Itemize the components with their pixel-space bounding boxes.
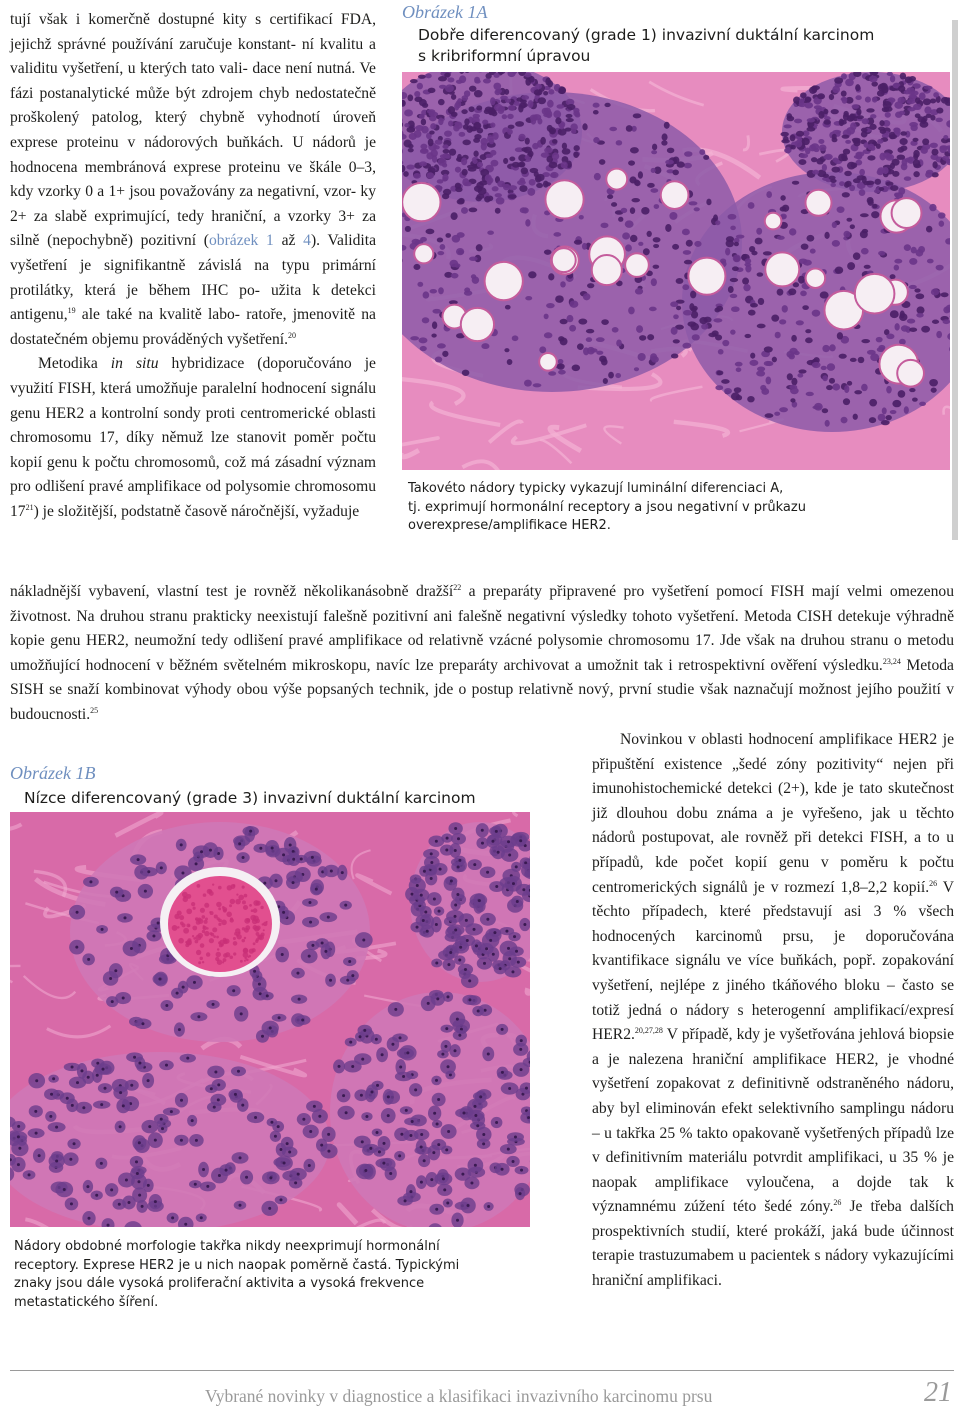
figure-1a-label: Obrázek 1A <box>402 2 487 23</box>
p1-line: typu primární protilátky, která je během IHC po- <box>10 257 376 299</box>
figure-1a-title-line: Dobře diferencovaný (grade 1) invazivní duktální karcinom <box>418 25 948 46</box>
caption-line: overexprese/amplifikace HER2. <box>408 517 948 536</box>
caption-line: receptory. Exprese HER2 je u nich naopak poměrně častá. Typickými <box>14 1257 534 1276</box>
p1-line: až <box>274 232 296 249</box>
p1-line: tují však i komerčně dostupné kity s certifikací <box>10 11 333 28</box>
p1-line: 3+ za silně (nepochybně) pozitivní ( <box>10 208 376 250</box>
p1-line: ratoře, jmenovitě na dostatečném objemu prováděných vyšetření. <box>10 306 376 348</box>
figure-1b-caption <box>14 1238 534 1312</box>
p1-line: v nádorových buňkách. U nádorů je hodnocena <box>10 134 376 176</box>
p1-line: vzorky 0 a 1+ jsou považovány za negativní, vzor- <box>38 183 356 200</box>
p1-line: dace není nutná. Ve fázi postanalytické může být <box>10 60 376 102</box>
micrograph-image <box>402 72 950 470</box>
p4-text: V případě, kdy je vyšetřována jehlová biopsie a je nalezena hraniční amplifikace HER2, je vhodné vyšetření zopakovat z definitivně odstraněného nádoru, aby byl eliminován efekt selektivního samplingu nádoru – u takřka 25 % takto opakovaně vyšetřených případů lze v definitivním materiálu potvrdit amplifikaci, u 35 % je naopak amplifikace vyloučena, a dojde tak k významnému zúžení této šedé zóny. <box>592 1026 954 1215</box>
citation-ref: 20,27,28 <box>635 1026 663 1035</box>
p1-line: ). Validita vyšetření je signifikantně závislá na <box>10 232 376 274</box>
full-width-text <box>10 580 954 728</box>
left-column-text <box>10 8 376 524</box>
caption-line: Nádory obdobné morfologie takřka nikdy neexprimují hormonální <box>14 1238 534 1257</box>
paragraph-4 <box>592 728 954 1294</box>
p2-text: Metodika <box>38 355 111 372</box>
citation-ref: 21 <box>26 503 34 512</box>
citation-ref: 20 <box>288 331 296 340</box>
p3-text: Metoda SISH se snaží kombinovat výhody obou výše popsaných technik, jde o postup relativně nový, první studie však naznačují možnost jejího použití v budoucnosti. <box>10 657 954 723</box>
p3-text: a preparáty připravené pro vyšetření pomocí FISH mají velmi omezenou životnost. Na druhou stranu prakticky neexistují falešně pozitivní ani falešně negativní výsledky tohoto vyšetření. Metoda CISH detekuje výhradně kopie genu HER2, neumožní tedy odlišení pravé amplifikace od relativně vzácné polysomie chromosomu 17. Jde však na druhou stranu o metodu umožňující hodnocení v běžném světelném mikroskopu, navíc lze preparáty archivovat a umožnit tak i retrospektivní ověření výsledku. <box>10 583 954 674</box>
p1-line: zdrojem chyb nedostatečně proškolený patolog, <box>10 85 376 127</box>
citation-ref: 26 <box>929 878 937 887</box>
figure-1a-title <box>418 25 948 67</box>
figure-1b-label: Obrázek 1B <box>10 763 95 784</box>
citation-ref: 23,24 <box>883 657 901 666</box>
citation-ref: 22 <box>453 583 461 592</box>
footer-rule <box>10 1370 954 1371</box>
p1-line: který chybně vyhodnotí úroveň exprese proteinu <box>10 109 376 151</box>
citation-ref: 19 <box>68 306 76 315</box>
figure-1b-title: Nízce diferencovaný (grade 3) invazivní duktální karcinom <box>24 788 529 809</box>
caption-line: tj. exprimují hormonální receptory a jsou negativní v průkazu <box>408 499 948 518</box>
citation-ref: 26 <box>833 1198 841 1207</box>
figure-1a-frame <box>952 20 958 540</box>
p4-text: Novinkou v oblasti hodnocení amplifikace HER2 je připuštění existence „šedé zóny pozitivity“ nejen při imunohistochemické detekci (2+), kde je tato skutečnost již dlouhou dobu známa a je vyřešeno, jak u těchto nádorů postupovat, ale rovněž při detekci FISH, a to u případů, kde počet kopií genu v poměru k počtu centromerických signálů je v rozmezí 1,8–2,2 kopií. <box>592 731 954 896</box>
figure-1a-title-line: s kribriformní úpravou <box>418 46 948 67</box>
p4-text: V těchto případech, které představují asi 3 % všech hodnocených karcinomů prsu, je doporučována kvantifikace signálu ve více buňkách, popř. zopakování vyšetření, nejlépe z jiného tkáňového bloku – často se totiž jedná o nádory s heterogenní amplifikací/expresí HER2. <box>592 879 954 1044</box>
figure-reference-link[interactable]: obrázek 1 <box>209 232 274 249</box>
figure-1a-micrograph <box>402 72 950 470</box>
p3-text: nákladnější vybavení, vlastní test je rovněž několikanásobně dražší <box>10 583 453 600</box>
figure-reference-link-2[interactable]: 4 <box>303 232 311 249</box>
p1-line: ale také na kvalitě labo- <box>76 306 240 323</box>
paragraph-1 <box>10 8 376 352</box>
paragraph-2 <box>10 352 376 524</box>
figure-1b-micrograph <box>10 812 530 1227</box>
citation-ref: 25 <box>90 706 98 715</box>
p2-text: ) je složitější, podstatně časově náročnější, vyžaduje <box>34 503 360 520</box>
page-number: 21 <box>924 1377 952 1409</box>
micrograph-image <box>10 812 530 1227</box>
p1-line: membránová exprese proteinu ve škále 0–3, kdy <box>10 159 376 201</box>
footer-title: Vybrané novinky v diagnostice a klasifikaci invazivního karcinomu prsu <box>205 1386 712 1407</box>
p2-text: hybridizace (doporučováno je využití FISH, která umožňuje paralelní hodnocení signálu genu HER2 a kontrolní sondy proti centromerické oblasti chromosomu 17, díky němuž lze stanovit poměr počtu kopií genu k počtu chromosomů, což má zásadní význam pro odlišení pravé amplifikace od polysomie chromosomu 17 <box>10 355 376 520</box>
p1-line: ky 2+ za slabě exprimující, tedy hraniční, a vzorky <box>10 183 376 225</box>
caption-line: metastatického šíření. <box>14 1294 534 1313</box>
p4-text: Je třeba dalších prospektivních studií, které prokáží, jaká bude účinnost terapie trastuzumabem u pacientek s nádory vykazujícími hraniční amplifikaci. <box>592 1198 954 1289</box>
caption-line: Takovéto nádory typicky vykazují luminální diferenciaci A, <box>408 480 948 499</box>
p1-line: FDA, jejichž správné používání zaručuje konstant- <box>10 11 376 53</box>
figure-1a-caption <box>408 480 948 536</box>
p2-italic: in situ <box>111 355 159 372</box>
right-column-text <box>592 728 954 1294</box>
caption-line: znaky jsou dále vysoká proliferační aktivita a vysoká frekvence <box>14 1275 534 1294</box>
p1-line: užita k detekci antigenu, <box>10 282 376 324</box>
paragraph-3 <box>10 580 954 728</box>
p1-line: ní kvalitu a validitu vyšetření, u kterých tato vali- <box>10 36 376 78</box>
